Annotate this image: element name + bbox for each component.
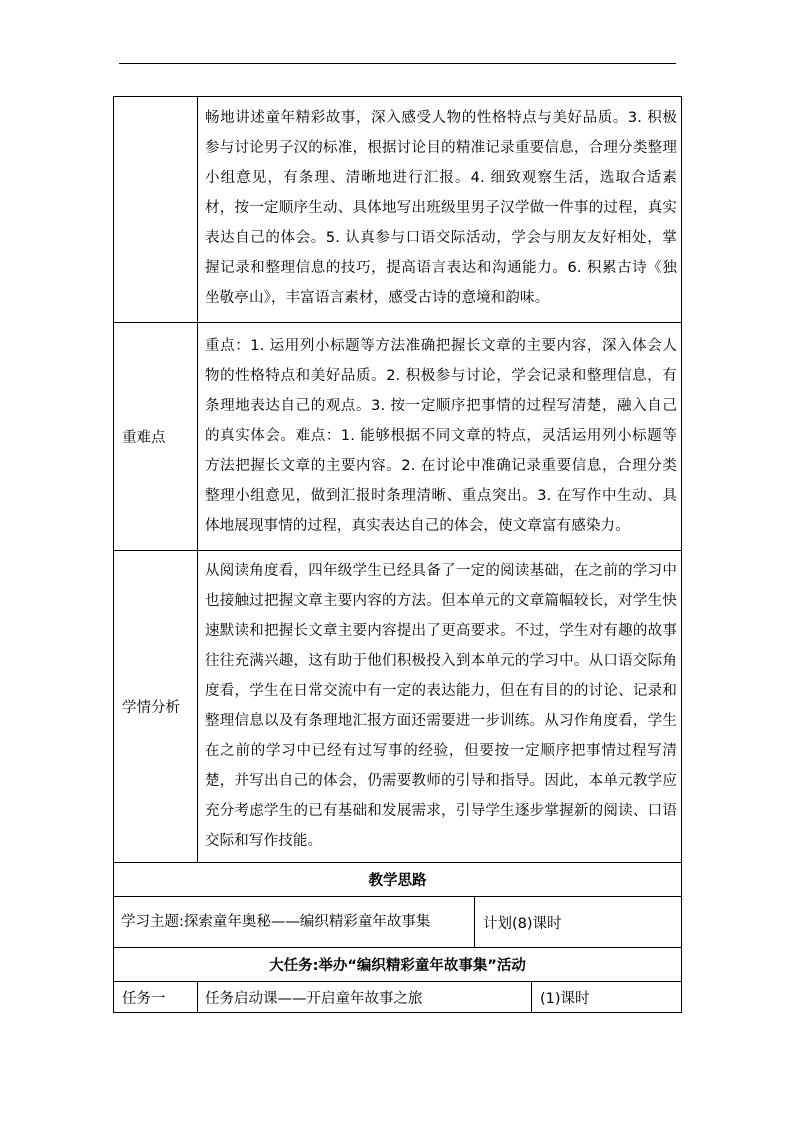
theme-text: 学习主题:探索童年奥秘——编织精彩童年故事集 — [114, 897, 475, 948]
goals-label — [114, 97, 198, 323]
lesson-plan-table — [113, 96, 682, 1013]
task-row — [114, 982, 682, 1013]
analysis-label: 学情分析 — [114, 551, 198, 863]
theme-row — [114, 897, 682, 948]
big-task-heading: 大任务:举办“编织精彩童年故事集”活动 — [114, 948, 682, 982]
analysis-row — [114, 551, 682, 863]
teaching-heading: 教学思路 — [114, 863, 682, 897]
goals-text: 畅地讲述童年精彩故事，深入感受人物的性格特点与美好品质。3. 积极参与讨论男子汉的标准，根据讨论目的精准记录重要信息，合理分类整理小组意见，有条理、清晰地进行汇报。4. 细致观察生活，选取合适素材，按一定顺序生动、具体地写出班级里男子汉学做一件事的过程，真实表达自己的体会。5. 认真参与口语交际活动，学会与朋友友好相处，掌握记录和整理信息的技巧，提高语言表达和沟通能力。6. 积累古诗《独坐敬亭山》，丰富语言素材，感受古诗的意境和韵味。 — [198, 97, 682, 323]
key-points-label: 重难点 — [114, 323, 198, 551]
task-name: 任务启动课——开启童年故事之旅 — [198, 982, 532, 1013]
key-points-text: 重点：1. 运用列小标题等方法准确把握长文章的主要内容，深入体会人物的性格特点和美好品质。2. 积极参与讨论，学会记录和整理信息，有条理地表达自己的观点。3. 按一定顺序把事情的过程写清楚，融入自己的真实体会。难点：1. 能够根据不同文章的特点，灵活运用列小标题等方法把握长文章的主要内容。2. 在讨论中准确记录重要信息，合理分类整理小组意见，做到汇报时条理清晰、重点突出。3. 在写作中生动、具体地展现事情的过程，真实表达自己的体会，使文章富有感染力。 — [198, 323, 682, 551]
header-rule — [119, 63, 676, 64]
analysis-text: 从阅读角度看，四年级学生已经具备了一定的阅读基础，在之前的学习中也接触过把握文章主要内容的方法。但本单元的文章篇幅较长，对学生快速默读和把握长文章主要内容提出了更高要求。不过，学生对有趣的故事往往充满兴趣，这有助于他们积极投入到本单元的学习中。从口语交际角度看，学生在日常交流中有一定的表达能力，但在有目的的讨论、记录和整理信息以及有条理地汇报方面还需要进一步训练。从习作角度看，学生在之前的学习中已经有过写事的经验，但要按一定顺序把事情过程写清楚，并写出自己的体会，仍需要教师的引导和指导。因此，本单元教学应充分考虑学生的已有基础和发展需求，引导学生逐步掌握新的阅读、口语交际和写作技能。 — [198, 551, 682, 863]
task-label: 任务一 — [114, 982, 198, 1013]
task-hours: (1)课时 — [532, 982, 682, 1013]
big-task-row — [114, 948, 682, 982]
key-points-row — [114, 323, 682, 551]
plan-hours: 计划(8)课时 — [475, 897, 682, 948]
teaching-heading-row — [114, 863, 682, 897]
goals-row — [114, 97, 682, 323]
